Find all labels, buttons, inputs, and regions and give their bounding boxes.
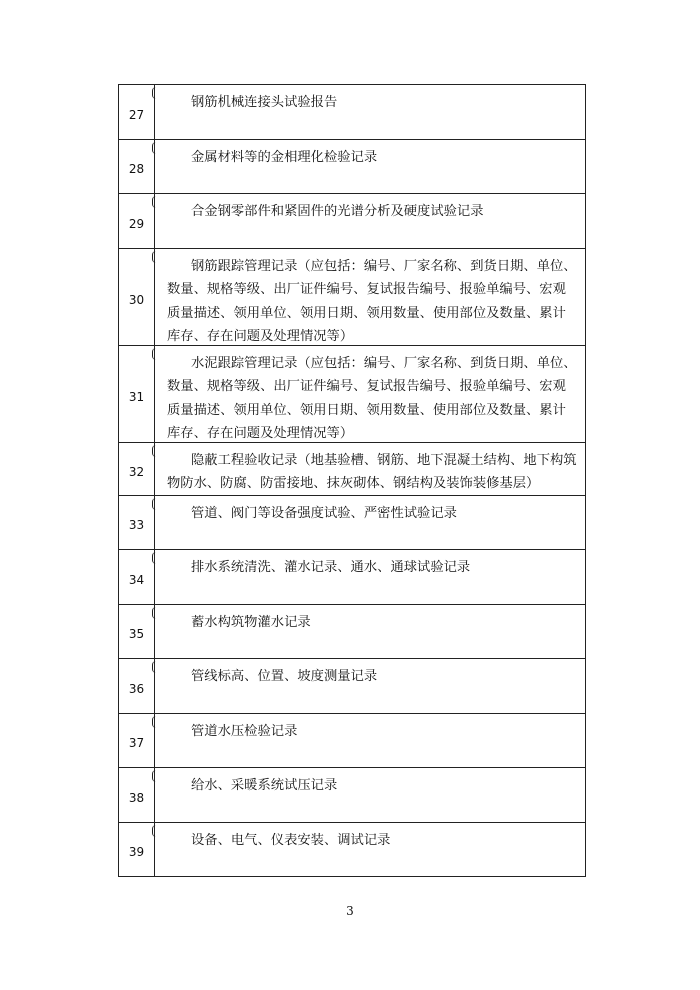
row-number: 29: [119, 194, 155, 248]
row-content: 合金钢零部件和紧固件的光谱分析及硬度试验记录: [155, 194, 585, 248]
row-content: 水泥跟踪管理记录（应包括：编号、厂家名称、到货日期、单位、数量、规格等级、出厂证件编号、复试报告编号、报验单编号、宏观质量描述、领用单位、领用日期、领用数量、使用部位及数量、累计库存、存在问题及处理情况等）: [155, 346, 585, 442]
table-row: [119, 713, 585, 768]
row-number: 35: [119, 605, 155, 659]
records-table: [118, 84, 586, 877]
table-row: [119, 822, 585, 877]
row-number: 37: [119, 714, 155, 768]
row-number: 36: [119, 659, 155, 713]
table-row: [119, 604, 585, 659]
table-row: [119, 139, 585, 194]
row-content: 排水系统清洗、灌水记录、通水、通球试验记录: [155, 550, 585, 604]
row-content: 钢筋跟踪管理记录（应包括：编号、厂家名称、到货日期、单位、数量、规格等级、出厂证件编号、复试报告编号、报验单编号、宏观质量描述、领用单位、领用日期、领用数量、使用部位及数量、累计库存、存在问题及处理情况等）: [155, 249, 585, 345]
row-content: 蓄水构筑物灌水记录: [155, 605, 585, 659]
row-number: 38: [119, 768, 155, 822]
row-content: 管道、阀门等设备强度试验、严密性试验记录: [155, 496, 585, 550]
table-row: [119, 84, 585, 139]
page-number: 3: [346, 904, 354, 918]
row-number: 32: [119, 443, 155, 495]
row-number: 27: [119, 85, 155, 139]
row-content: 给水、采暖系统试压记录: [155, 768, 585, 822]
row-number: 30: [119, 249, 155, 345]
row-content: 设备、电气、仪表安装、调试记录: [155, 823, 585, 877]
table-row: [119, 345, 585, 442]
table-row: [119, 549, 585, 604]
table-row: [119, 495, 585, 550]
row-content: 钢筋机械连接头试验报告: [155, 85, 585, 139]
row-number: 33: [119, 496, 155, 550]
table-row: [119, 442, 585, 495]
row-content: 金属材料等的金相理化检验记录: [155, 140, 585, 194]
table-row: [119, 658, 585, 713]
table-row: [119, 248, 585, 345]
row-content: 管道水压检验记录: [155, 714, 585, 768]
row-content: 管线标高、位置、坡度测量记录: [155, 659, 585, 713]
row-content: 隐蔽工程验收记录（地基验槽、钢筋、地下混凝土结构、地下构筑物防水、防腐、防雷接地、抹灰砌体、钢结构及装饰装修基层）: [155, 443, 585, 495]
row-number: 34: [119, 550, 155, 604]
row-number: 31: [119, 346, 155, 442]
table-row: [119, 767, 585, 822]
row-number: 28: [119, 140, 155, 194]
table-row: [119, 193, 585, 248]
row-number: 39: [119, 823, 155, 877]
